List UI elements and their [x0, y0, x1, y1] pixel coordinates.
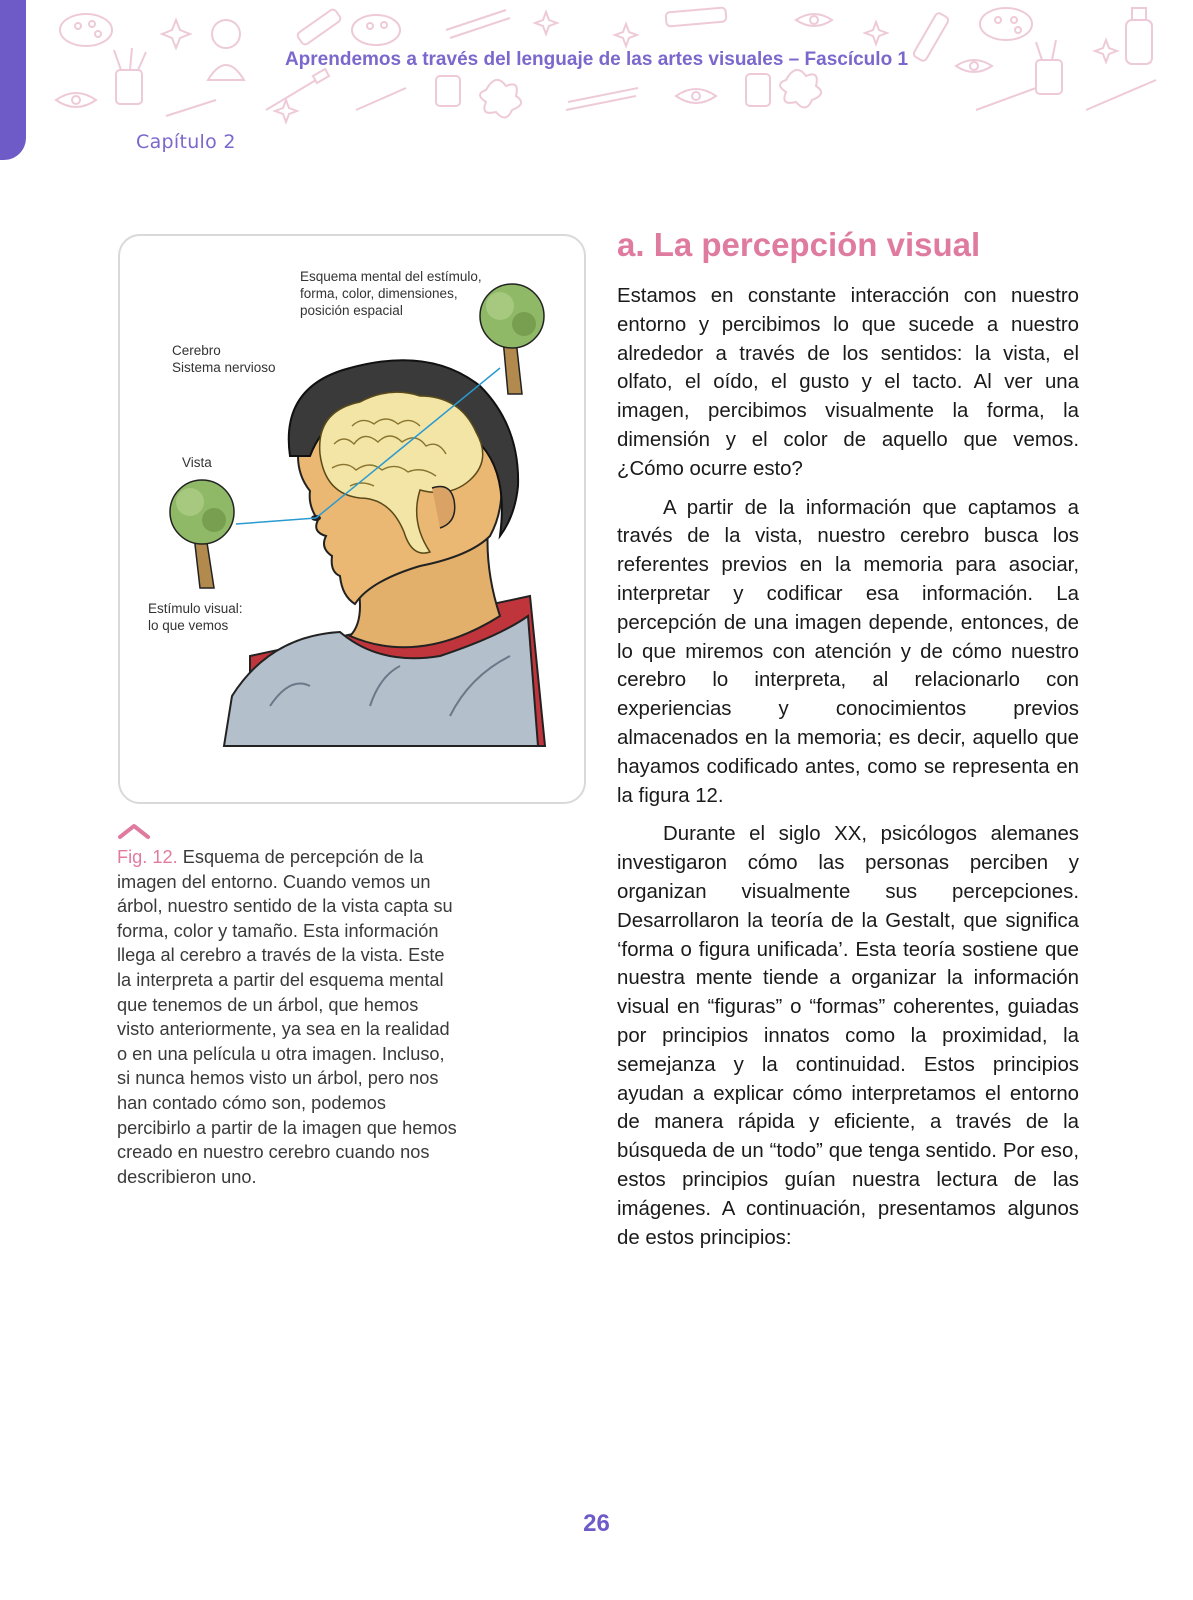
stimulus-tree [170, 480, 234, 588]
mental-scheme-tree [480, 284, 544, 394]
figure-number: Fig. 12. [117, 847, 178, 867]
chapter-label: Capítulo 2 [136, 131, 236, 153]
stimulus-label: Estímulo visual: lo que vemos [148, 601, 243, 633]
chevron-up-icon [117, 822, 151, 840]
paint-jar-icon [436, 76, 460, 106]
sight-line [236, 518, 316, 524]
paragraph: A partir de la información que captamos a través de la vista, nuestro cerebro busca los referentes previos en la memoria para asociar, interpretar y codificar esa información. La percepción de una imagen depende, entonces, de lo que miremos con atención y de cómo nuestro cerebro lo interpreta, al relacionarlo con experiencias y conocimientos previos almacenados en la memoria; es decir, aquello que hayamos codificado antes, como se representa en la figura 12. [617, 496, 1079, 807]
chapter-side-tab [0, 0, 26, 160]
splash-icon [480, 80, 521, 118]
eye-icon [796, 14, 832, 26]
palette-icon [352, 15, 400, 45]
brush-icon [166, 100, 216, 116]
pencil-icon [566, 88, 638, 110]
sparkle-icon [535, 12, 557, 34]
tube-icon [296, 8, 342, 46]
brush-icon [266, 69, 329, 110]
palette-icon [60, 14, 112, 46]
section-title: a. La percepción visual [617, 226, 981, 263]
eye-icon [56, 93, 96, 107]
figure-12-frame [118, 234, 586, 804]
figure-caption [117, 845, 457, 1189]
paragraph: Durante el siglo XX, psicólogos alemanes investigaron cómo las personas perciben y organizan visualmente sus percepciones. Desarrollaron la teoría de la Gestalt, que significa ‘forma o figura unificada’. Esta teoría sostiene que nuestra mente tiende a organizar la información visual en “figuras” o “formas” coherentes, guiadas por principios innatos como la proximidad, la semejanza y la continuidad. Estos principios ayudan a explicar cómo interpretamos el entorno de manera rápida y eficiente, a través de la búsqueda de un “todo” que tenga sentido. Por eso, estos principios guían nuestra lectura de las imágenes. A continuación, presentamos algunos de estos principios: [617, 823, 1079, 1249]
caption-text: Esquema de percepción de la imagen del entorno. Cuando vemos un árbol, nuestro sentido de la vista capta su forma, color y tamaño. Esta información llega al cerebro a través de la vista. Este la interpreta a partir del esquema mental que tenemos de un árbol, que hemos visto anteriormente, ya sea en la realidad o en una película u otra imagen. Incluso, si nunca hemos visto un árbol, pero nos han contado cómo son, podemos percibirlo a partir de la imagen que hemos creado en nuestro cerebro cuando nos describieron uno. [117, 847, 457, 1187]
running-head: Aprendemos a través del lenguaje de las artes visuales – Fascículo 1 [284, 49, 909, 70]
brain-label: Cerebro Sistema nervioso [172, 343, 276, 375]
sparkle-icon [615, 24, 637, 46]
sparkle-icon [162, 20, 190, 48]
mental-scheme-label: Esquema mental del estímulo, forma, color, dimensiones, posición espacial [300, 269, 482, 318]
sight-label: Vista [182, 455, 212, 470]
perception-illustration [120, 236, 586, 804]
tube-icon [666, 7, 727, 26]
brush-icon [976, 88, 1036, 110]
palette-icon [980, 8, 1032, 40]
paint-jar-icon [746, 74, 770, 106]
paragraph: Estamos en constante interacción con nuestro entorno y percibimos lo que sucede a nuestro alrededor a través de los sentidos: la vista, el olfato, el oído, el gusto y el tacto. Al ver una imagen, percibimos visualmente la forma, la dimensión y el color de aquello que vemos. ¿Cómo ocurre esto? [617, 285, 1079, 480]
splash-icon [780, 70, 821, 108]
body-text [617, 282, 1079, 1262]
brush-icon [356, 88, 406, 110]
pencil-icon [1086, 80, 1156, 110]
page-number: 26 [583, 1510, 610, 1537]
sparkle-icon [865, 22, 887, 44]
eye-icon [676, 89, 716, 103]
pencil-icon [446, 10, 510, 38]
